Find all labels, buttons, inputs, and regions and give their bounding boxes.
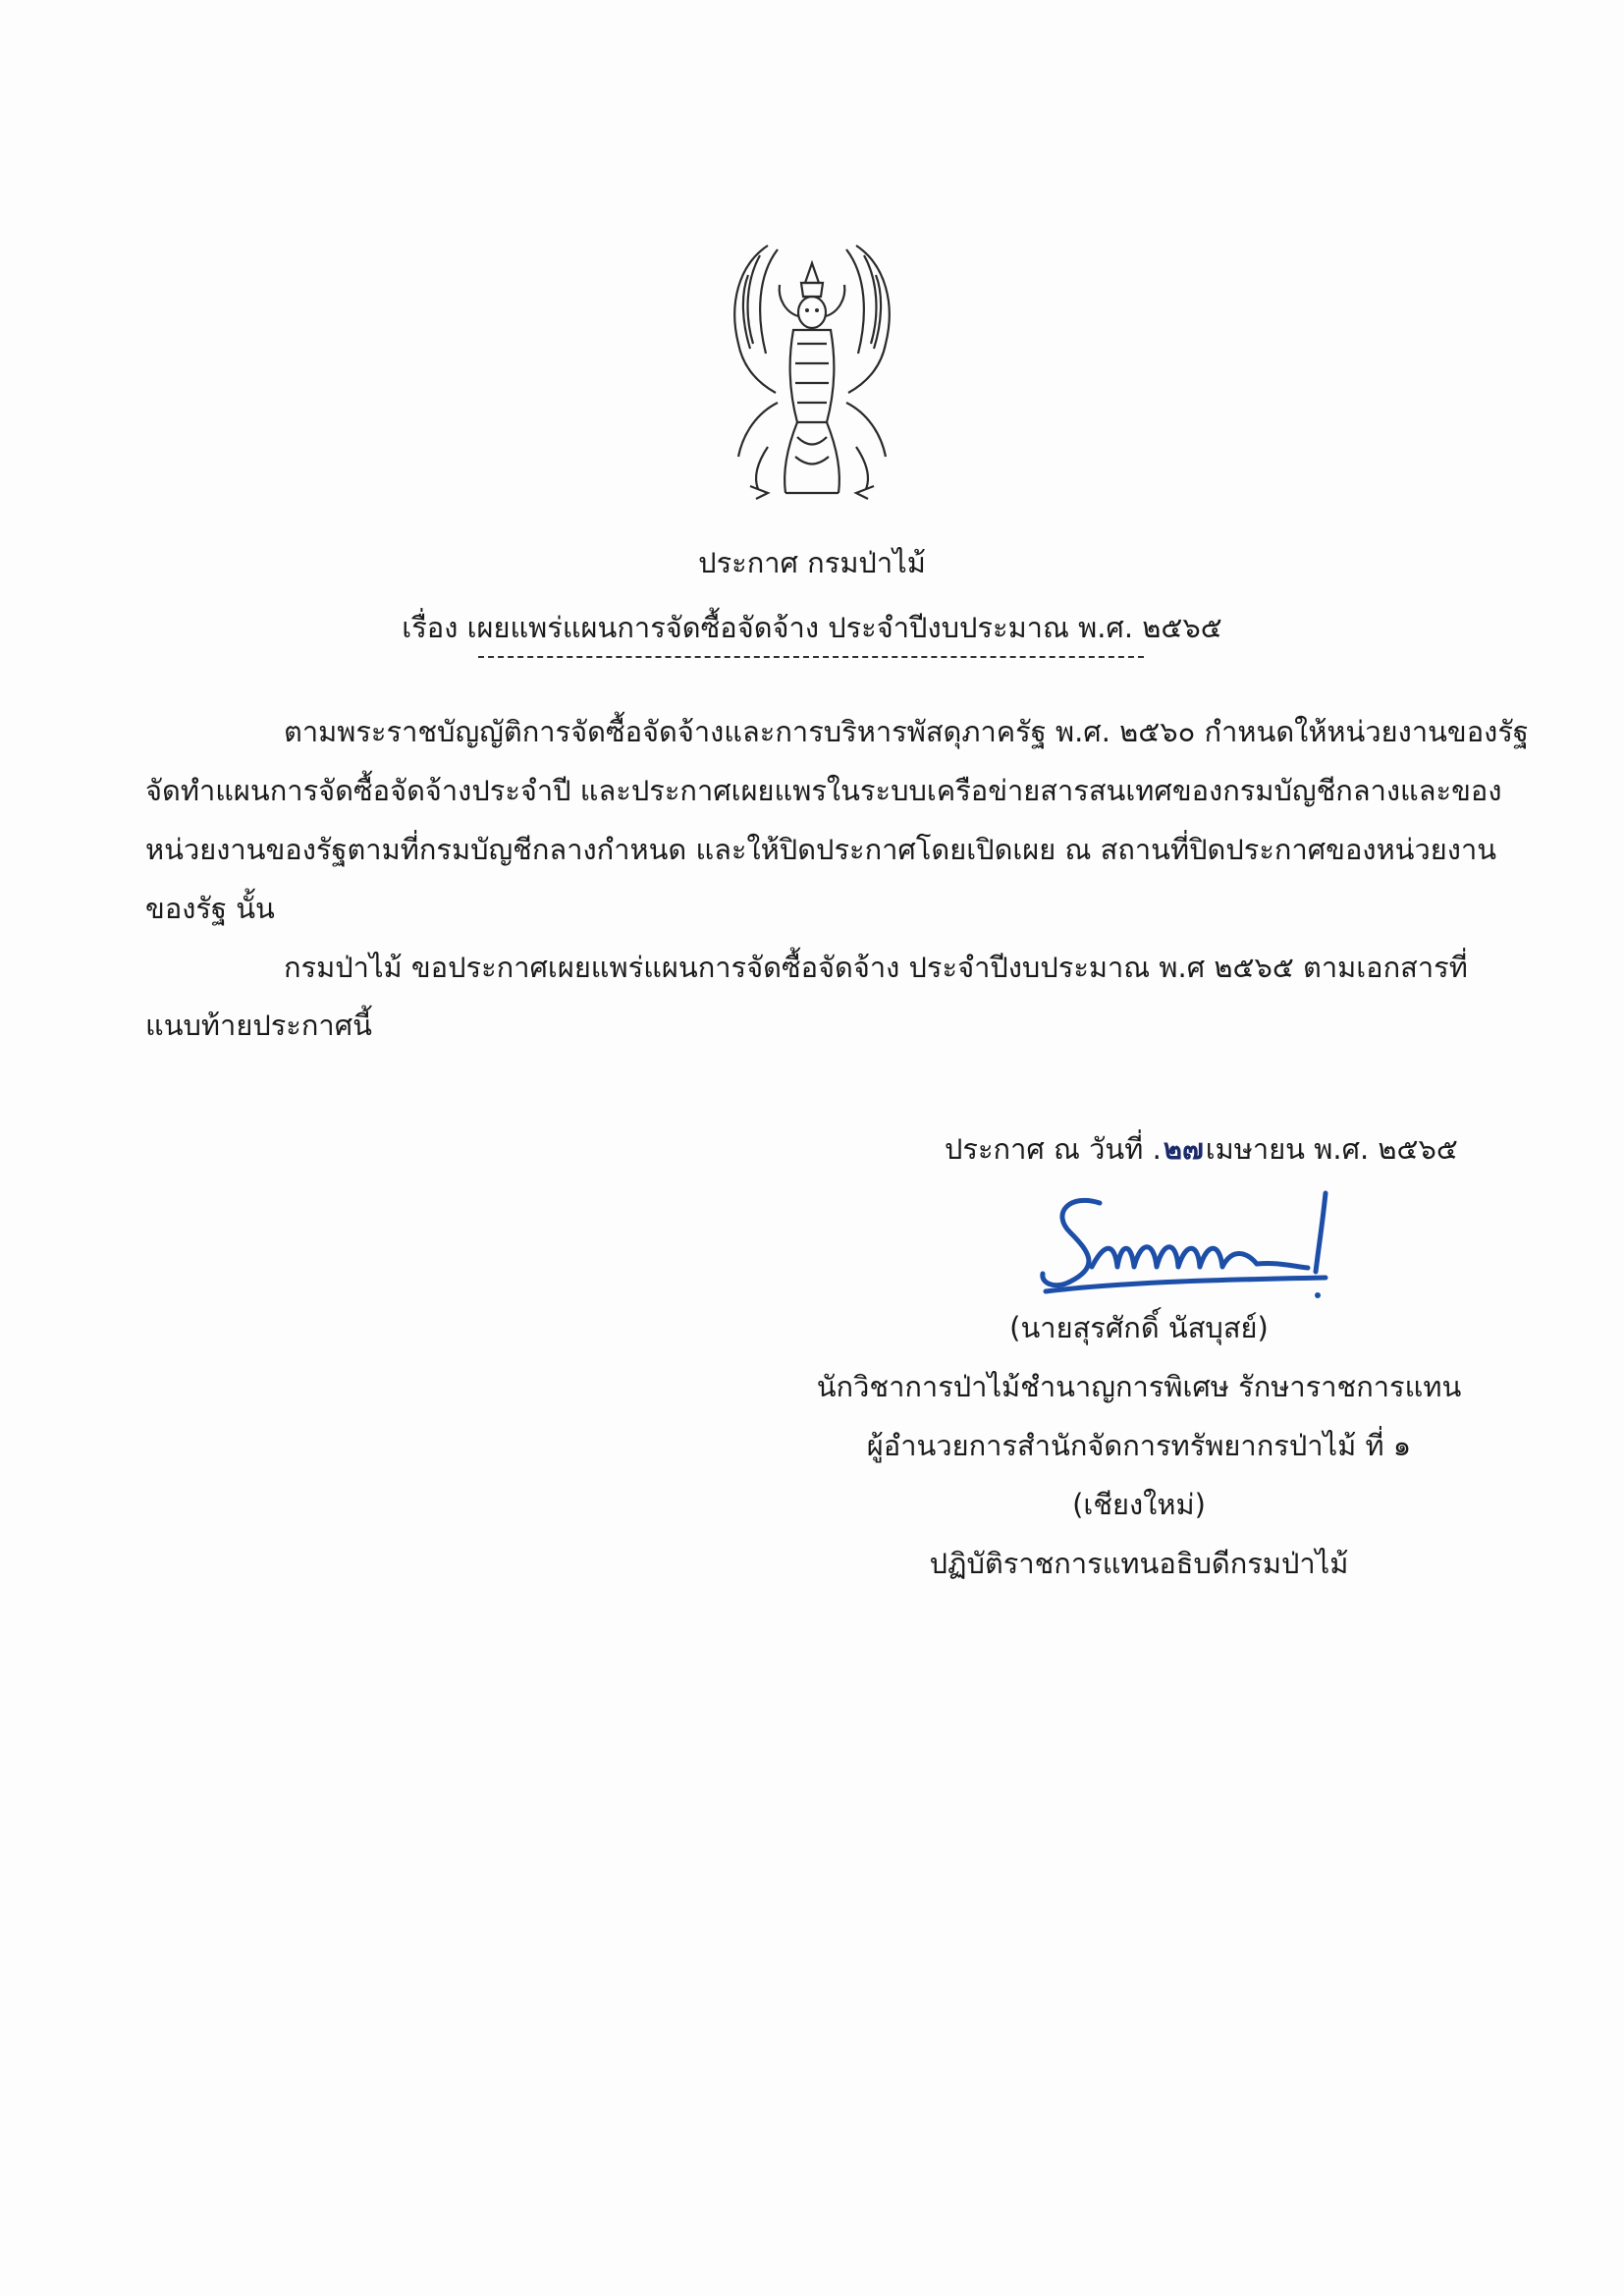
body-line: แนบท้ายประกาศนี้ <box>145 1009 372 1042</box>
signatory-position: (เชียงใหม่) <box>1072 1488 1206 1521</box>
date-day: ๒๗ <box>1163 1132 1204 1166</box>
body-line: ของรัฐ นั้น <box>145 892 275 925</box>
body-line: หน่วยงานของรัฐตามที่กรมบัญชีกลางกำหนด และให้ปิดประกาศโดยเปิดเผย ณ สถานที่ปิดประกาศของหน่วยงาน <box>145 833 1497 866</box>
date-prefix: ประกาศ ณ วันที่ . <box>945 1132 1162 1166</box>
date-suffix: เมษายน พ.ศ. ๒๕๖๕ <box>1205 1132 1458 1166</box>
signatory-name: (นายสุรศักดิ์ นัสบุสย์) <box>1009 1311 1269 1344</box>
handwritten-signature <box>1031 1174 1365 1306</box>
signatory-position: นักวิชาการป่าไม้ชำนาญการพิเศษ รักษาราชการแทน <box>816 1370 1462 1403</box>
announcement-subject: เรื่อง เผยแพร่แผนการจัดซื้อจัดจ้าง ประจำปีงบประมาณ พ.ศ. ๒๕๖๕ <box>402 611 1222 644</box>
body-line: จัดทำแผนการจัดซื้อจัดจ้างประจำปี และประกาศเผยแพรในระบบเครือข่ายสารสนเทศของกรมบัญชีกลางและของ <box>145 774 1502 807</box>
divider <box>478 656 1144 658</box>
body-line: ตามพระราชบัญญัติการจัดซื้อจัดจ้างและการบริหารพัสดุภาครัฐ พ.ศ. ๒๕๖๐ กำหนดให้หน่วยงานของรัฐ <box>284 715 1529 748</box>
signatory-position: ผู้อำนวยการสำนักจัดการทรัพยากรป่าไม้ ที่ ๑ <box>866 1429 1412 1462</box>
signatory-position: ปฏิบัติราชการแทนอธิบดีกรมป่าไม้ <box>929 1547 1349 1580</box>
announcement-date <box>945 1129 1458 1169</box>
body-line: กรมป่าไม้ ขอประกาศเผยแพร่แผนการจัดซื้อจัดจ้าง ประจำปีงบประมาณ พ.ศ ๒๕๖๕ ตามเอกสารที่ <box>284 951 1468 984</box>
announcement-title: ประกาศ กรมป่าไม้ <box>698 546 926 579</box>
garuda-emblem-icon <box>699 236 925 501</box>
